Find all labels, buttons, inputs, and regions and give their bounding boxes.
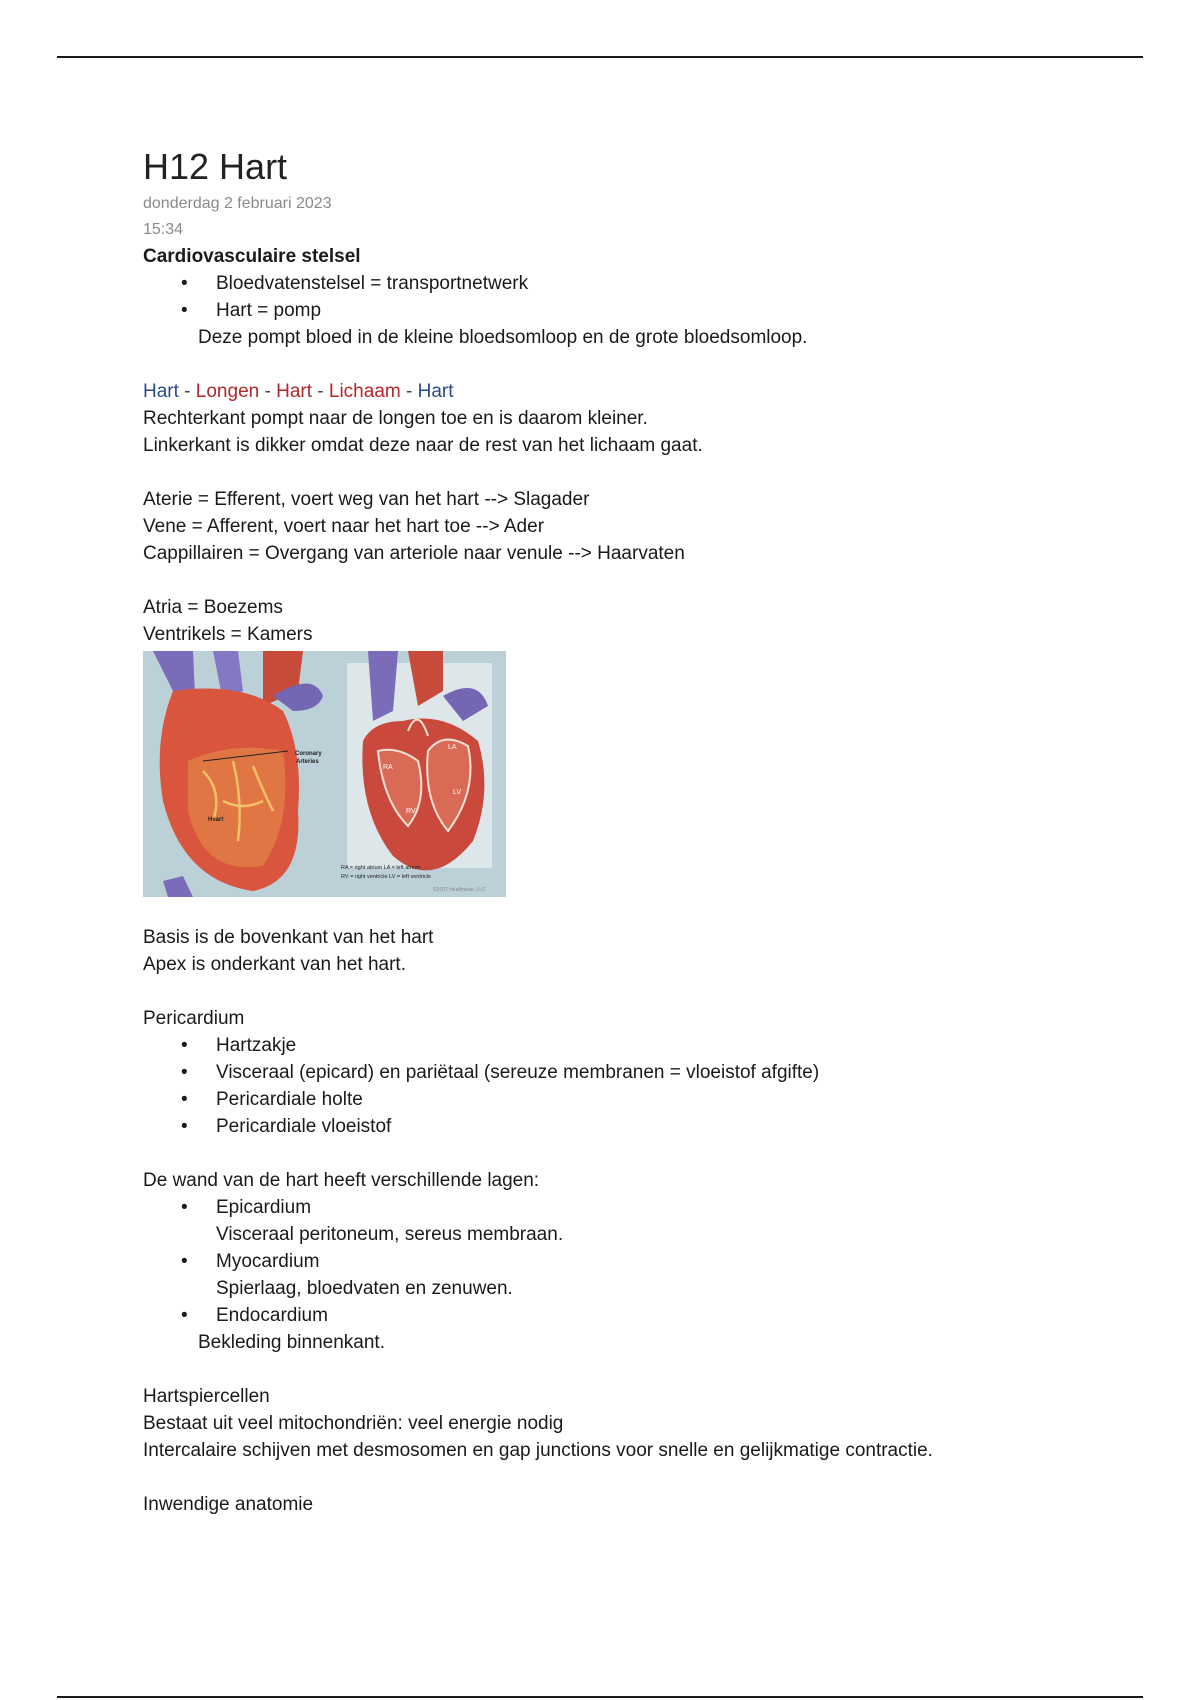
label-coronary-2: Arteries xyxy=(296,759,319,765)
list-item xyxy=(143,297,1103,324)
path-hart-1: Hart xyxy=(143,381,179,402)
list-item xyxy=(143,1113,1103,1140)
muscle-mitochondria: Bestaat uit veel mitochondriën: veel energie nodig xyxy=(143,1413,564,1434)
path-sep: - xyxy=(312,381,329,402)
figure-legend-2: RV = right ventricle LV = left ventricle xyxy=(341,874,431,880)
label-la: LA xyxy=(448,744,457,751)
path-lichaam: Lichaam xyxy=(328,381,401,402)
heart-cutaway xyxy=(341,651,492,893)
path-sep: - xyxy=(178,381,196,402)
note-page xyxy=(143,143,1103,1518)
label-rv: RV xyxy=(406,808,416,815)
right-side-text: Rechterkant pompt naar de longen toe en is daarom kleiner. xyxy=(143,408,648,429)
list-item-text: Visceraal (epicard) en pariëtaal (sereuze membranen = vloeistof afgifte) xyxy=(216,1062,820,1083)
path-hart-2: Hart xyxy=(276,381,312,402)
list-item xyxy=(143,270,1103,297)
wall-layers-list xyxy=(143,1194,1103,1329)
label-coronary-1: Coronary xyxy=(295,751,322,757)
section-heading-cardiovascular: Cardiovasculaire stelsel xyxy=(143,246,361,267)
label-lv: LV xyxy=(453,789,462,796)
bullet: • xyxy=(181,1305,188,1326)
list-item-text: Pericardiale vloeistof xyxy=(216,1116,392,1137)
bullet: • xyxy=(181,1062,188,1083)
bullet: • xyxy=(181,300,188,321)
path-hart-3: Hart xyxy=(417,381,454,402)
list-item xyxy=(143,1059,1103,1086)
list-item xyxy=(143,1032,1103,1059)
bullet: • xyxy=(181,273,188,294)
layer-name: Endocardium xyxy=(216,1305,328,1326)
vessel-capillary: Cappillairen = Overgang van arteriole naar venule --> Haarvaten xyxy=(143,543,685,564)
cardiovascular-list xyxy=(143,270,1103,324)
path-sep: - xyxy=(400,381,418,402)
page-title: H12 Hart xyxy=(143,146,288,187)
layer-desc: Bekleding binnenkant. xyxy=(198,1332,385,1353)
bottom-rule xyxy=(57,1696,1143,1698)
layer-name: Myocardium xyxy=(216,1251,320,1272)
chambers-atria: Atria = Boezems xyxy=(143,597,283,618)
layer-name: Epicardium xyxy=(216,1197,312,1218)
list-item-text: Hart = pomp xyxy=(216,300,322,321)
figure-legend-1: RA = right atrium LA = left atrium xyxy=(341,865,421,871)
bullet: • xyxy=(181,1197,188,1218)
note-time: 15:34 xyxy=(143,221,184,238)
basis-text: Basis is de bovenkant van het hart xyxy=(143,927,434,948)
top-rule xyxy=(57,56,1143,58)
path-sep: - xyxy=(259,381,277,402)
figure-credit: ©2007 Healthwise, LLC xyxy=(433,887,486,893)
vessel-artery: Aterie = Efferent, voert weg van het hart --> Slagader xyxy=(143,489,590,510)
bullet: • xyxy=(181,1251,188,1272)
bullet: • xyxy=(181,1035,188,1056)
list-item-text: Hartzakje xyxy=(216,1035,297,1056)
list-item xyxy=(143,1194,1103,1248)
list-item xyxy=(143,1248,1103,1302)
apex-text: Apex is onderkant van het hart. xyxy=(143,954,406,975)
bullet: • xyxy=(181,1089,188,1110)
label-heart: Heart xyxy=(208,817,224,823)
wall-heading: De wand van de hart heeft verschillende lagen: xyxy=(143,1170,540,1191)
note-date: donderdag 2 februari 2023 xyxy=(143,195,332,212)
bullet: • xyxy=(181,1116,188,1137)
list-item xyxy=(143,1086,1103,1113)
layer-desc: Visceraal peritoneum, sereus membraan. xyxy=(216,1224,564,1245)
list-item-text: Pericardiale holte xyxy=(216,1089,363,1110)
left-side-text: Linkerkant is dikker omdat deze naar de rest van het lichaam gaat. xyxy=(143,435,703,456)
vessel-vein: Vene = Afferent, voert naar het hart toe --> Ader xyxy=(143,516,545,537)
heart-illustration xyxy=(143,651,506,897)
layer-desc: Spierlaag, bloedvaten en zenuwen. xyxy=(216,1278,513,1299)
muscle-heading: Hartspiercellen xyxy=(143,1386,270,1407)
label-ra: RA xyxy=(383,764,393,771)
internal-anatomy-heading: Inwendige anatomie xyxy=(143,1494,314,1515)
pericardium-list xyxy=(143,1032,1103,1140)
pump-note: Deze pompt bloed in de kleine bloedsomloop en de grote bloedsomloop. xyxy=(198,327,808,348)
pericardium-heading: Pericardium xyxy=(143,1008,245,1029)
circulation-path xyxy=(143,378,1103,405)
muscle-intercalated: Intercalaire schijven met desmosomen en gap junctions voor snelle en gelijkmatige contractie. xyxy=(143,1440,933,1461)
list-item xyxy=(143,1302,1103,1329)
list-item-text: Bloedvatenstelsel = transportnetwerk xyxy=(216,273,529,294)
path-longen: Longen xyxy=(195,381,260,402)
chambers-ventricles: Ventrikels = Kamers xyxy=(143,624,313,645)
